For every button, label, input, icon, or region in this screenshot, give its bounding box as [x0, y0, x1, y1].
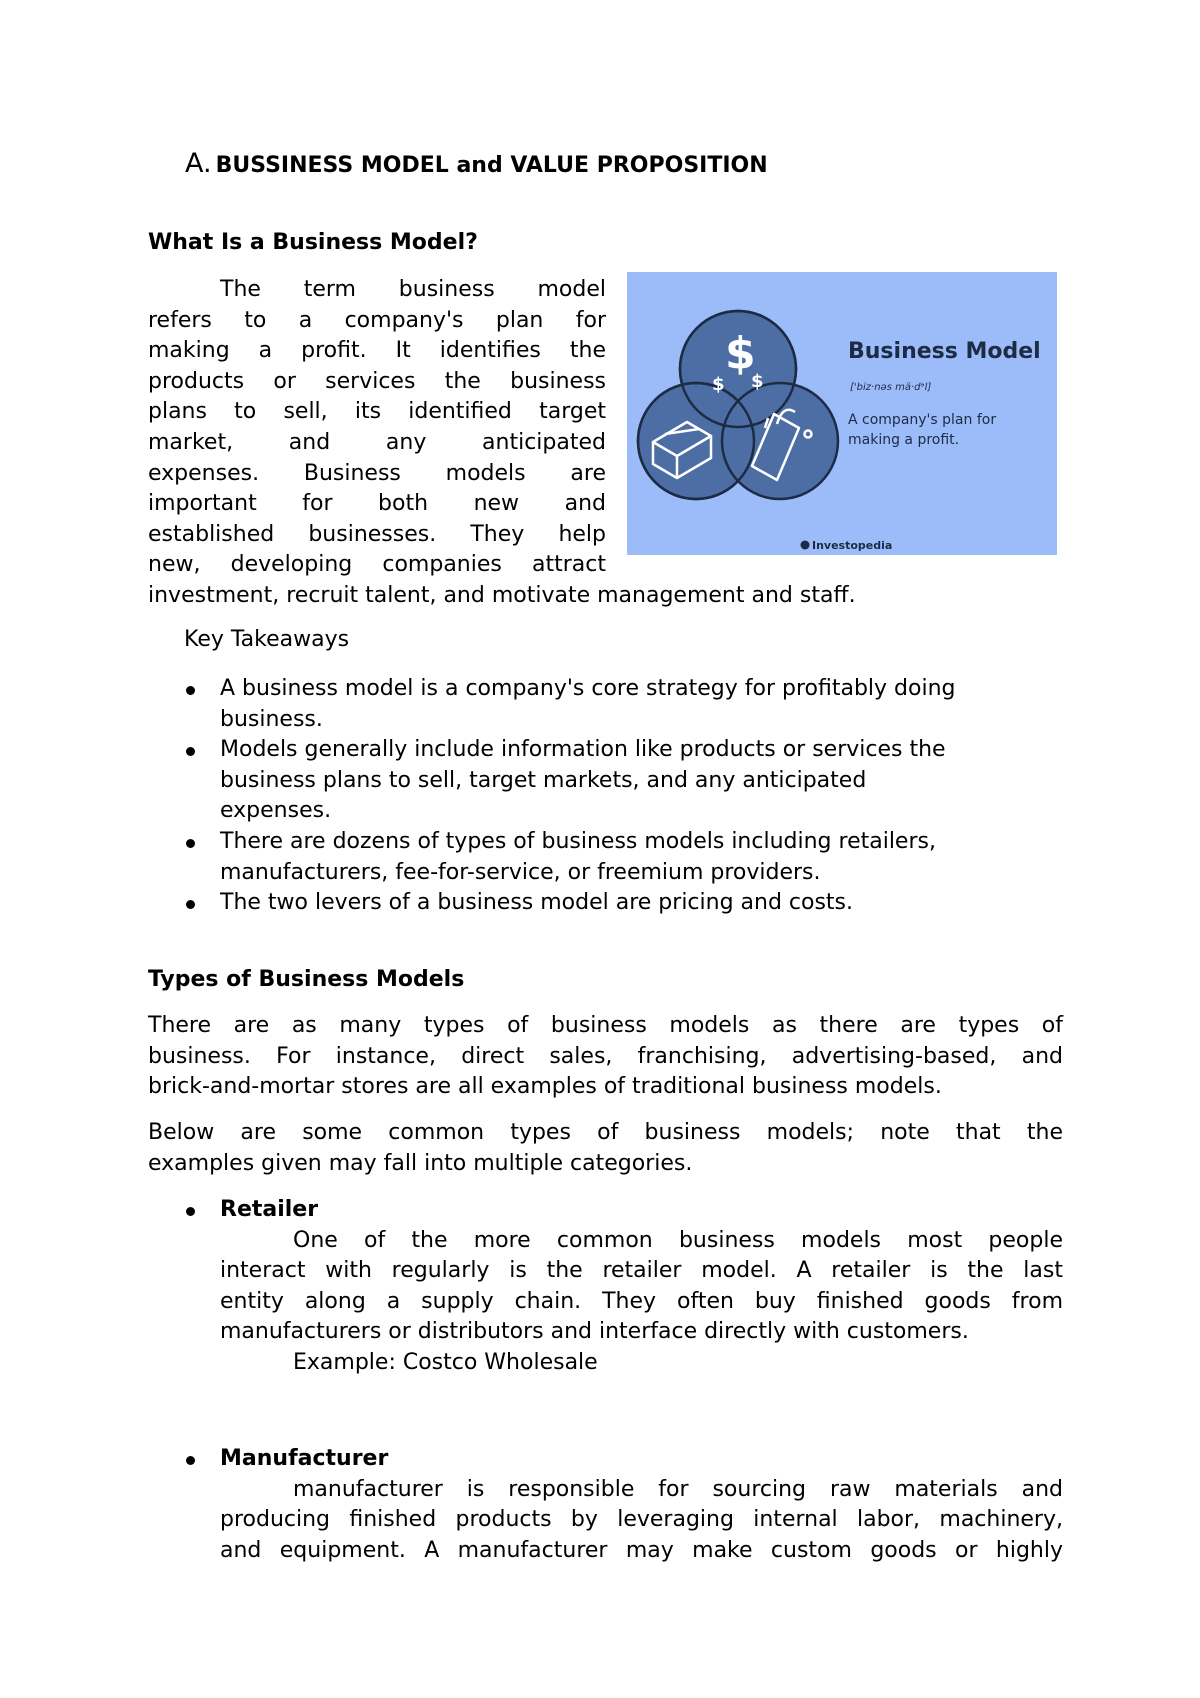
paragraph-line: interact with regularly is the retailer model. A retailer is the last — [220, 1258, 1063, 1284]
paragraph-line: The term business model — [220, 277, 606, 302]
venn-circle-right — [722, 383, 838, 499]
figure-definition-1: A company's plan for — [848, 412, 997, 428]
paragraph-line: important for both new and — [148, 491, 606, 517]
paragraph-line: producing finished products by leveraging internal labor, machinery, — [220, 1507, 1063, 1533]
manufacturer-item — [148, 1444, 1200, 1584]
section-letter: A. — [185, 148, 212, 179]
retailer-name: Retailer — [220, 1197, 319, 1222]
paragraph-line: manufacturers or distributors and interface directly with customers. — [220, 1319, 969, 1345]
venn-diagram-illustration — [627, 272, 1057, 555]
retailer-example: Example: Costco Wholesale — [293, 1349, 598, 1375]
paragraph-line: new, developing companies attract — [148, 552, 606, 578]
svg-text:$: $ — [751, 371, 764, 392]
figure-brand: Investopedia — [812, 539, 893, 552]
bullet-icon — [186, 900, 195, 909]
types-heading: Types of Business Models — [148, 967, 465, 992]
bullet-icon — [186, 1207, 195, 1216]
section-title: BUSSINESS MODEL and VALUE PROPOSITION — [215, 153, 768, 178]
investopedia-logo-icon — [801, 541, 810, 550]
paragraph-line: investment, recruit talent, and motivate management and staff. — [148, 583, 856, 608]
paragraph-line: and equipment. A manufacturer may make custom goods or highly — [220, 1537, 1063, 1563]
paragraph-line: entity along a supply chain. They often buy finished goods from — [220, 1288, 1063, 1314]
bullet-icon — [186, 839, 195, 848]
svg-text:$: $ — [712, 374, 725, 395]
what-is-heading: What Is a Business Model? — [148, 230, 478, 255]
svg-text:$: $ — [725, 328, 756, 379]
paragraph-line: There are as many types of business models as there are types of — [148, 1013, 1063, 1038]
paragraph-line: refers to a company's plan for — [148, 307, 606, 333]
key-takeaways-label: Key Takeaways — [184, 627, 350, 652]
what-is-paragraph — [148, 275, 606, 581]
paragraph-line: expenses. Business models are — [148, 460, 606, 486]
paragraph-line: market, and any anticipated — [148, 429, 606, 455]
section-heading — [185, 148, 768, 179]
list-item: Models generally include information like products or services the business plans to sell, target markets, and any anticipated expenses. — [148, 735, 1138, 827]
figure-pronunciation: ['biz·nəs mä·dᵊl] — [850, 382, 932, 393]
bullet-icon — [186, 686, 195, 695]
bullet-icon — [186, 747, 195, 756]
paragraph-line: One of the more common business models most people — [293, 1227, 1063, 1253]
what-is-last-line — [148, 581, 1098, 612]
paragraph-line: making a profit. It identifies the — [148, 338, 606, 364]
key-takeaways-list — [148, 674, 1138, 919]
figure-definition-2: making a profit. — [848, 432, 960, 448]
list-item: There are dozens of types of business models including retailers, manufacturers, fee-for-service, or freemium providers. — [148, 827, 1138, 888]
business-model-figure — [627, 272, 1057, 555]
figure-title: Business Model — [848, 339, 1041, 364]
list-item: A business model is a company's core strategy for profitably doing business. — [148, 674, 1138, 735]
list-item: The two levers of a business model are pricing and costs. — [148, 888, 1138, 919]
paragraph-line: Below are some common types of business models; note that the — [148, 1120, 1063, 1145]
paragraph-line: examples given may fall into multiple categories. — [148, 1150, 693, 1176]
types-paragraph-2 — [148, 1118, 1063, 1179]
paragraph-line: brick-and-mortar stores are all examples of traditional business models. — [148, 1074, 942, 1100]
bullet-icon — [186, 1456, 195, 1465]
paragraph-line: products or services the business — [148, 368, 606, 394]
retailer-item — [148, 1195, 1200, 1395]
paragraph-line: established businesses. They help — [148, 521, 606, 547]
manufacturer-name: Manufacturer — [220, 1446, 389, 1471]
paragraph-line: manufacturer is responsible for sourcing raw materials and — [293, 1476, 1063, 1502]
paragraph-line: plans to sell, its identified target — [148, 399, 606, 425]
types-paragraph-1 — [148, 1011, 1063, 1103]
paragraph-line: business. For instance, direct sales, franchising, advertising-based, and — [148, 1043, 1063, 1069]
